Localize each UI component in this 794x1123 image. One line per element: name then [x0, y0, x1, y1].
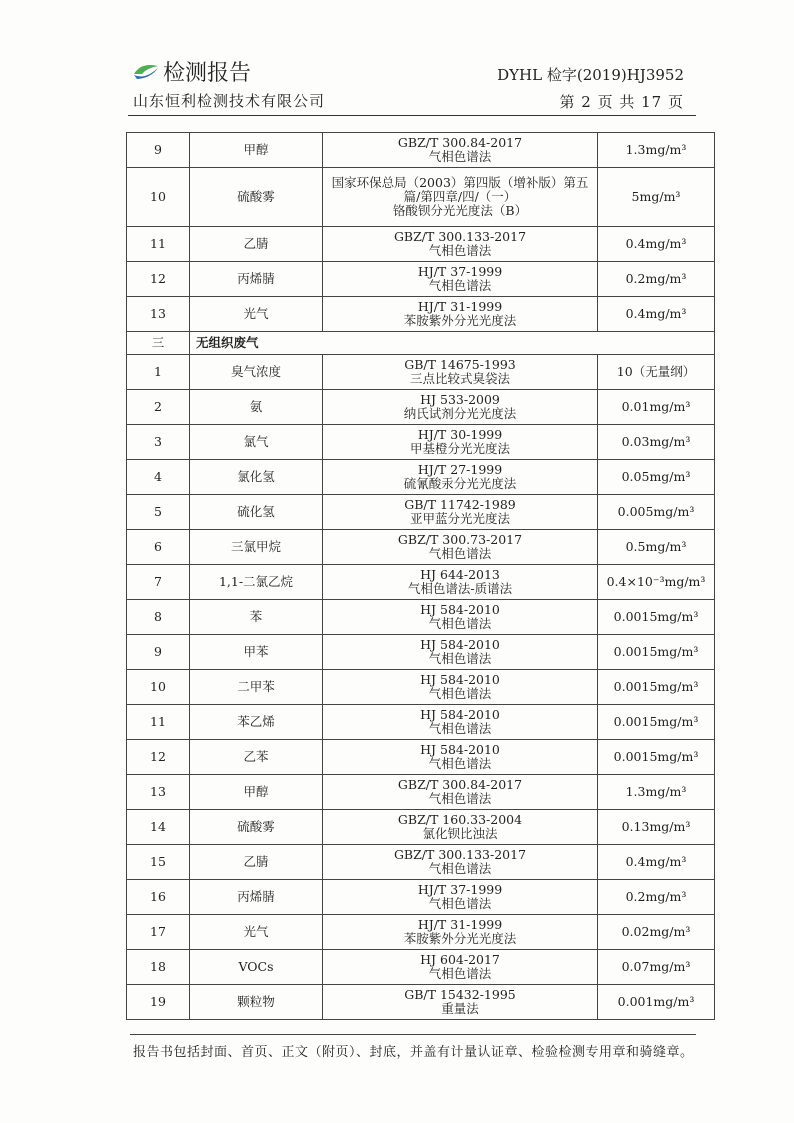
method-cell — [323, 775, 598, 810]
row-number: 18 — [127, 950, 190, 985]
row-number: 16 — [127, 880, 190, 915]
method-cell — [323, 985, 598, 1020]
table-row — [127, 390, 715, 425]
row-number: 19 — [127, 985, 190, 1020]
row-number: 12 — [127, 740, 190, 775]
method-cell — [323, 740, 598, 775]
standard-code: HJ/T 30-1999 — [417, 427, 503, 442]
method-name: 气相色谱法 — [428, 149, 492, 164]
pollutant-name: 丙烯腈 — [190, 880, 323, 915]
row-number: 1 — [127, 355, 190, 390]
standard-code: GBZ/T 160.33-2004 — [397, 812, 523, 827]
standard-code: HJ 584-2010 — [420, 707, 500, 722]
table-row — [127, 740, 715, 775]
row-number: 8 — [127, 600, 190, 635]
standard-code: HJ 584-2010 — [420, 637, 500, 652]
pollutant-name: 硫化氢 — [190, 495, 323, 530]
standard-code: 国家环保总局（2003）第四版（增补版）第五篇/第四章/四/（一） — [331, 175, 589, 204]
pollutant-name: 甲醇 — [190, 133, 323, 168]
method-name: 纳氏试剂分光光度法 — [403, 406, 517, 421]
standard-code: HJ 584-2010 — [420, 602, 500, 617]
method-name: 气相色谱法 — [428, 721, 492, 736]
pollutant-name: VOCs — [190, 950, 323, 985]
row-number: 11 — [127, 227, 190, 262]
row-number: 10 — [127, 168, 190, 227]
header-divider — [128, 115, 696, 116]
table-row — [127, 880, 715, 915]
row-number: 3 — [127, 425, 190, 460]
method-name: 气相色谱法 — [428, 546, 492, 561]
method-cell — [323, 670, 598, 705]
pollutant-name: 二甲苯 — [190, 670, 323, 705]
standard-code: GB/T 11742-1989 — [404, 497, 516, 512]
standard-code: HJ/T 27-1999 — [417, 462, 503, 477]
method-name: 气相色谱法 — [428, 791, 492, 806]
pollutant-name: 丙烯腈 — [190, 262, 323, 297]
standard-code: HJ 604-2017 — [420, 952, 500, 967]
company-name: 山东恒利检测技术有限公司 — [133, 92, 326, 110]
table-row — [127, 670, 715, 705]
method-cell — [323, 262, 598, 297]
method-name: 气相色谱法 — [428, 651, 492, 666]
row-number: 15 — [127, 845, 190, 880]
standard-code: HJ/T 31-1999 — [417, 299, 503, 314]
method-cell — [323, 297, 598, 332]
method-name: 亚甲蓝分光光度法 — [409, 511, 510, 526]
footer-divider — [130, 1034, 696, 1035]
row-number: 11 — [127, 705, 190, 740]
table-row — [127, 425, 715, 460]
table-row — [127, 355, 715, 390]
table-row — [127, 845, 715, 880]
table-row — [127, 705, 715, 740]
table-row — [127, 530, 715, 565]
table-row — [127, 168, 715, 227]
section-number: 三 — [127, 332, 190, 355]
detection-limit: 0.4mg/m³ — [598, 845, 715, 880]
table-row — [127, 495, 715, 530]
method-name: 气相色谱法 — [428, 278, 492, 293]
method-name: 氯化钡比浊法 — [422, 826, 498, 841]
method-name: 气相色谱法 — [428, 861, 492, 876]
detection-limit: 0.03mg/m³ — [598, 425, 715, 460]
detection-limit: 0.0015mg/m³ — [598, 600, 715, 635]
table-row — [127, 565, 715, 600]
method-cell — [323, 565, 598, 600]
row-number: 4 — [127, 460, 190, 495]
pollutant-name: 甲苯 — [190, 635, 323, 670]
table-row — [127, 635, 715, 670]
company-logo-icon — [133, 60, 159, 82]
row-number: 10 — [127, 670, 190, 705]
pollutant-name: 1,1-二氯乙烷 — [190, 565, 323, 600]
method-name: 苯胺紫外分光光度法 — [403, 313, 517, 328]
footer-note: 报告书包括封面、首页、正文（附页）、封底，并盖有计量认证章、检验检测专用章和骑缝章。 — [133, 1045, 694, 1060]
pollutant-name: 臭气浓度 — [190, 355, 323, 390]
pollutant-name: 光气 — [190, 297, 323, 332]
detection-limit: 0.2mg/m³ — [598, 880, 715, 915]
detection-limit: 0.0015mg/m³ — [598, 740, 715, 775]
standard-code: HJ 584-2010 — [420, 672, 500, 687]
pollutant-name: 光气 — [190, 915, 323, 950]
row-number: 17 — [127, 915, 190, 950]
standard-code: HJ 533-2009 — [420, 392, 500, 407]
detection-limit: 1.3mg/m³ — [598, 133, 715, 168]
table-row — [127, 985, 715, 1020]
method-cell — [323, 133, 598, 168]
method-name: 气相色谱法 — [428, 616, 492, 631]
table-row — [127, 600, 715, 635]
standard-code: HJ/T 37-1999 — [417, 882, 503, 897]
detection-limit: 0.13mg/m³ — [598, 810, 715, 845]
method-cell — [323, 600, 598, 635]
method-cell — [323, 495, 598, 530]
row-number: 9 — [127, 635, 190, 670]
pollutant-name: 苯 — [190, 600, 323, 635]
row-number: 14 — [127, 810, 190, 845]
pollutant-name: 硫酸雾 — [190, 168, 323, 227]
standard-code: HJ/T 37-1999 — [417, 264, 503, 279]
detection-limit: 0.05mg/m³ — [598, 460, 715, 495]
row-number: 13 — [127, 775, 190, 810]
pollutant-name: 甲醇 — [190, 775, 323, 810]
table-row — [127, 950, 715, 985]
pollutant-name: 颗粒物 — [190, 985, 323, 1020]
method-cell — [323, 810, 598, 845]
method-cell — [323, 845, 598, 880]
pollutant-name: 氨 — [190, 390, 323, 425]
method-name: 铬酸钡分光光度法（B） — [392, 203, 528, 218]
row-number: 6 — [127, 530, 190, 565]
header-left — [133, 56, 325, 111]
pollutant-name: 氯气 — [190, 425, 323, 460]
detection-limit: 0.5mg/m³ — [598, 530, 715, 565]
pollutant-name: 三氯甲烷 — [190, 530, 323, 565]
standard-code: GB/T 14675-1993 — [404, 357, 516, 372]
table-row — [127, 262, 715, 297]
detection-limit: 1.3mg/m³ — [598, 775, 715, 810]
detection-limit: 0.0015mg/m³ — [598, 670, 715, 705]
method-name: 气相色谱法 — [428, 243, 492, 258]
method-cell — [323, 227, 598, 262]
row-number: 12 — [127, 262, 190, 297]
method-cell — [323, 635, 598, 670]
pollutant-name: 硫酸雾 — [190, 810, 323, 845]
detection-limit: 10（无量纲） — [598, 355, 715, 390]
table-row — [127, 915, 715, 950]
standard-code: GBZ/T 300.84-2017 — [397, 135, 523, 150]
method-cell — [323, 880, 598, 915]
method-name: 甲基橙分光光度法 — [409, 441, 510, 456]
section-row — [127, 332, 715, 355]
standard-code: HJ 584-2010 — [420, 742, 500, 757]
page-info: 第 2 页 共 17 页 — [559, 93, 684, 111]
report-title: 检测报告 — [163, 60, 252, 86]
pollutant-name: 乙苯 — [190, 740, 323, 775]
detection-limit: 0.4mg/m³ — [598, 227, 715, 262]
detection-limit: 0.0015mg/m³ — [598, 705, 715, 740]
row-number: 5 — [127, 495, 190, 530]
pollutant-name: 乙腈 — [190, 845, 323, 880]
method-name: 气相色谱法-质谱法 — [407, 581, 513, 596]
pollutant-name: 苯乙烯 — [190, 705, 323, 740]
report-number: DYHL 检字(2019)HJ3952 — [497, 66, 684, 84]
standard-code: HJ/T 31-1999 — [417, 917, 503, 932]
report-brand — [133, 56, 325, 86]
method-name: 硫氰酸汞分光光度法 — [403, 476, 517, 491]
method-cell — [323, 460, 598, 495]
pollutant-name: 乙腈 — [190, 227, 323, 262]
row-number: 13 — [127, 297, 190, 332]
table-row — [127, 133, 715, 168]
method-cell — [323, 915, 598, 950]
detection-limit: 0.2mg/m³ — [598, 262, 715, 297]
row-number: 9 — [127, 133, 190, 168]
standard-code: GB/T 15432-1995 — [404, 987, 516, 1002]
method-cell — [323, 168, 598, 227]
table-row — [127, 810, 715, 845]
method-cell — [323, 705, 598, 740]
detection-limit: 0.0015mg/m³ — [598, 635, 715, 670]
standard-code: HJ 644-2013 — [420, 567, 500, 582]
table-row — [127, 775, 715, 810]
standard-code: GBZ/T 300.84-2017 — [397, 777, 523, 792]
row-number: 7 — [127, 565, 190, 600]
method-cell — [323, 355, 598, 390]
method-name: 苯胺紫外分光光度法 — [403, 931, 517, 946]
method-name: 气相色谱法 — [428, 966, 492, 981]
method-cell — [323, 950, 598, 985]
method-name: 重量法 — [441, 1001, 479, 1016]
method-cell — [323, 530, 598, 565]
detection-limit: 0.001mg/m³ — [598, 985, 715, 1020]
standard-code: GBZ/T 300.133-2017 — [393, 847, 527, 862]
row-number: 2 — [127, 390, 190, 425]
pollutant-name: 氯化氢 — [190, 460, 323, 495]
section-title: 无组织废气 — [190, 332, 715, 355]
method-cell — [323, 425, 598, 460]
table-row — [127, 297, 715, 332]
detection-limit: 5mg/m³ — [598, 168, 715, 227]
detection-limit: 0.02mg/m³ — [598, 915, 715, 950]
detection-limit: 0.4mg/m³ — [598, 297, 715, 332]
table-row — [127, 227, 715, 262]
method-name: 气相色谱法 — [428, 896, 492, 911]
standard-code: GBZ/T 300.73-2017 — [397, 532, 523, 547]
header-right — [497, 64, 684, 112]
method-name: 三点比较式臭袋法 — [409, 371, 510, 386]
method-name: 气相色谱法 — [428, 756, 492, 771]
detection-limit: 0.005mg/m³ — [598, 495, 715, 530]
method-cell — [323, 390, 598, 425]
methods-table — [126, 132, 715, 1020]
detection-limit: 0.01mg/m³ — [598, 390, 715, 425]
detection-limit: 0.4×10⁻³mg/m³ — [598, 565, 715, 600]
detection-limit: 0.07mg/m³ — [598, 950, 715, 985]
standard-code: GBZ/T 300.133-2017 — [393, 229, 527, 244]
table-row — [127, 460, 715, 495]
method-name: 气相色谱法 — [428, 686, 492, 701]
